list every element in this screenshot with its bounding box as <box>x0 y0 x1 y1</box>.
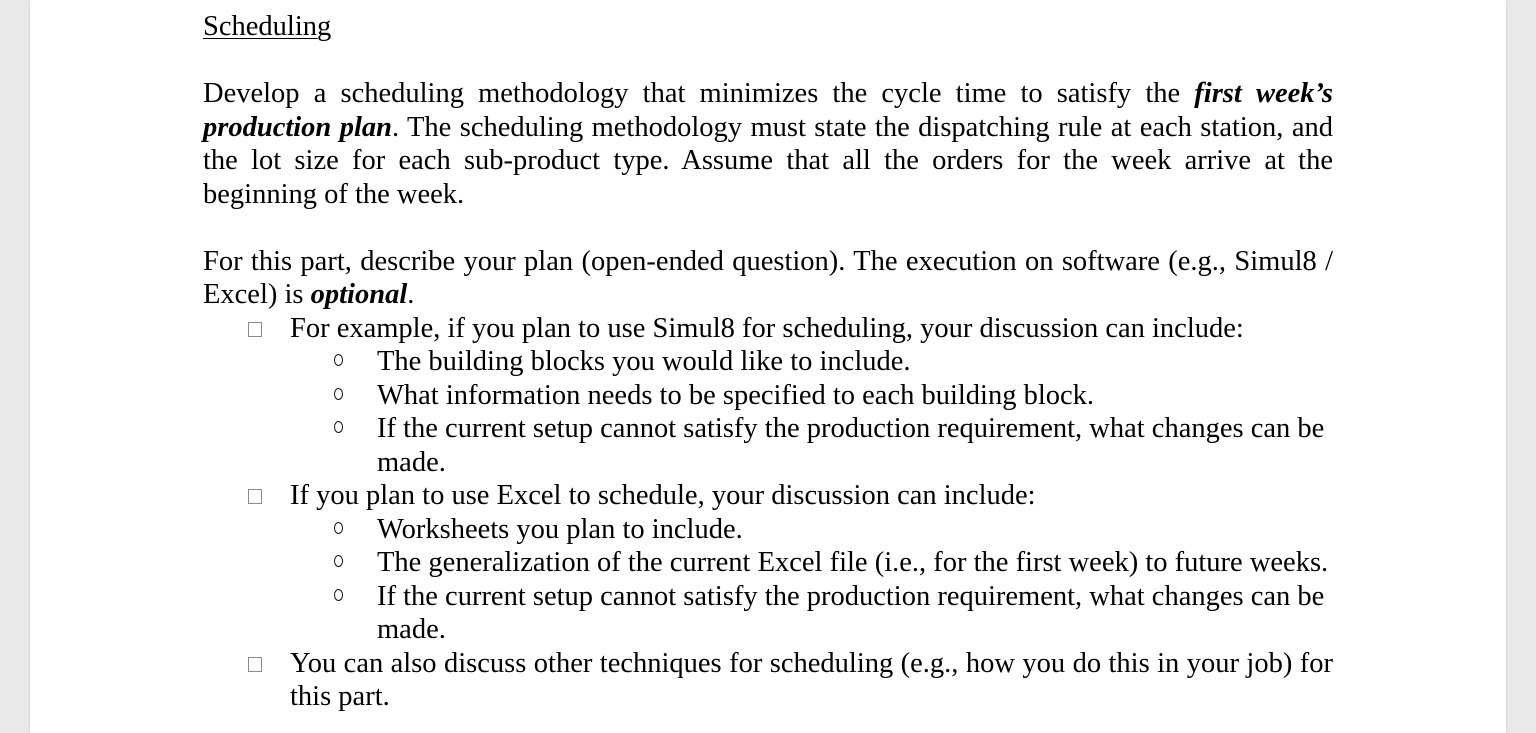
plan-paragraph <box>203 245 1333 312</box>
sub-list-item <box>290 546 1333 580</box>
plan-text-1: For this part, describe your plan (open-ended question). The execution on software (e.g., Simul8 / Excel) is <box>203 245 1333 310</box>
plan-text-2: . <box>407 279 415 310</box>
circle-bullet-icon <box>334 555 343 567</box>
sub-list-item-text: The building blocks you would like to include. <box>377 346 911 377</box>
document-content <box>203 10 1333 714</box>
intro-emphasis: first week’s production plan <box>203 78 1333 143</box>
list-item-other <box>203 647 1333 714</box>
list-item-excel <box>203 479 1333 647</box>
circle-bullet-icon <box>334 354 343 366</box>
sub-list-item <box>290 513 1333 547</box>
sub-list-item-text: Worksheets you plan to include. <box>377 513 743 545</box>
sub-list <box>290 513 1333 647</box>
sub-list-item-text: If the current setup cannot satisfy the production requirement, what changes can be made. <box>377 413 1325 478</box>
intro-text-1: Develop a scheduling methodology that minimizes the cycle time to satisfy the <box>203 78 1195 109</box>
list-item-text: If you plan to use Excel to schedule, your discussion can include: <box>290 480 1036 511</box>
sub-list-item <box>290 345 1333 379</box>
circle-bullet-icon <box>334 388 343 400</box>
plan-emphasis: optional <box>310 279 408 310</box>
document-page <box>30 0 1506 733</box>
sub-list-item <box>290 412 1333 479</box>
sub-list-item-text: What information needs to be specified to each building block. <box>377 379 1095 411</box>
checkbox-bullet-icon <box>248 322 262 337</box>
sub-list-item <box>290 379 1333 413</box>
checkbox-bullet-icon <box>248 657 262 672</box>
checkbox-bullet-icon <box>248 489 262 504</box>
intro-paragraph <box>203 77 1333 211</box>
intro-text-2: . The scheduling methodology must state the dispatching rule at each station, and the lot size for each sub-product type. Assume that all the orders for the week arrive at the beginning of the week. <box>203 111 1334 210</box>
sub-list <box>290 345 1333 479</box>
section-heading: Scheduling <box>203 11 332 42</box>
sub-list-item-text: If the current setup cannot satisfy the production requirement, what changes can be made. <box>377 580 1325 645</box>
circle-bullet-icon <box>334 522 343 534</box>
circle-bullet-icon <box>334 589 343 601</box>
options-list <box>203 312 1333 714</box>
list-item-simul8 <box>203 312 1333 480</box>
sub-list-item <box>290 580 1333 647</box>
circle-bullet-icon <box>334 421 343 433</box>
sub-list-item-text: The generalization of the current Excel file (i.e., for the first week) to future weeks. <box>377 547 1329 578</box>
list-item-text: You can also discuss other techniques for scheduling (e.g., how you do this in your job) for this part. <box>290 647 1333 712</box>
list-item-text: For example, if you plan to use Simul8 for scheduling, your discussion can include: <box>290 312 1244 344</box>
